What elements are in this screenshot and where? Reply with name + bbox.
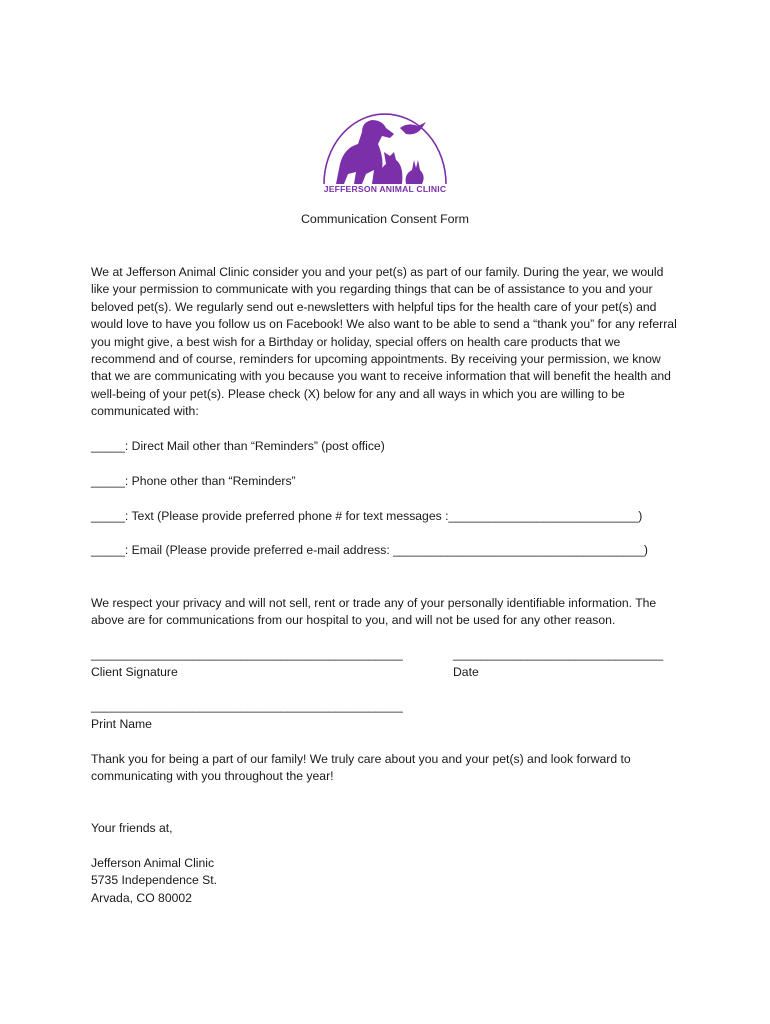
clinic-city: Arvada, CO 80002 xyxy=(91,890,192,905)
print-name-label: Print Name xyxy=(91,717,152,731)
date-label: Date xyxy=(453,665,479,679)
print-name-line[interactable]: ______________________________________________ xyxy=(91,699,403,713)
option-phone[interactable]: _____: Phone other than “Reminders” xyxy=(91,474,296,488)
clinic-address xyxy=(91,855,681,907)
closing-block xyxy=(91,820,681,837)
closing-salutation: Your friends at, xyxy=(91,821,173,835)
option-text[interactable]: _____: Text (Please provide preferred phone # for text messages :____________________________) xyxy=(91,509,643,523)
clinic-street: 5735 Independence St. xyxy=(91,873,218,888)
client-signature-line[interactable]: ______________________________________________ xyxy=(91,647,403,661)
option-direct-mail[interactable]: _____: Direct Mail other than “Reminders” (post office) xyxy=(91,439,385,453)
clinic-name: Jefferson Animal Clinic xyxy=(91,856,215,870)
client-signature-label: Client Signature xyxy=(91,665,178,679)
privacy-paragraph: We respect your privacy and will not sell, rent or trade any of your personally identifiable information. The above are for communications from our hospital to you, and will not be used for any other reason. xyxy=(91,596,657,628)
clinic-logo xyxy=(318,108,452,200)
date-line[interactable]: _______________________________ xyxy=(453,647,664,661)
thanks-paragraph: Thank you for being a part of our family! We truly care about you and your pet(s) and look forward to communicating with you throughout the year! xyxy=(91,752,631,784)
intro-paragraph: We at Jefferson Animal Clinic consider you and your pet(s) as part of our family. During the year, we would like your permission to communicate with you regarding things that can be of assistance to you and your beloved pet(s). We regularly send out e-newsletters with helpful tips for the health care of your pet(s) and would love to have you follow us on Facebook! We also want to be able to send a “thank you” for any referral you might give, a best wish for a Birthday or holiday, special offers on health care products that we recommend and of course, reminders for upcoming appointments. By receiving your permission, we know that we are communicating with you because you want to receive information that will benefit the health and well-being of your pet(s). Please check (X) below for any and all ways in which you are willing to be communicated with: xyxy=(91,265,677,419)
form-title: Communication Consent Form xyxy=(300,212,470,226)
option-email[interactable]: _____: Email (Please provide preferred e-mail address: _____________________________________) xyxy=(91,543,648,557)
clinic-logo-text: JEFFERSON ANIMAL CLINIC xyxy=(323,184,447,194)
